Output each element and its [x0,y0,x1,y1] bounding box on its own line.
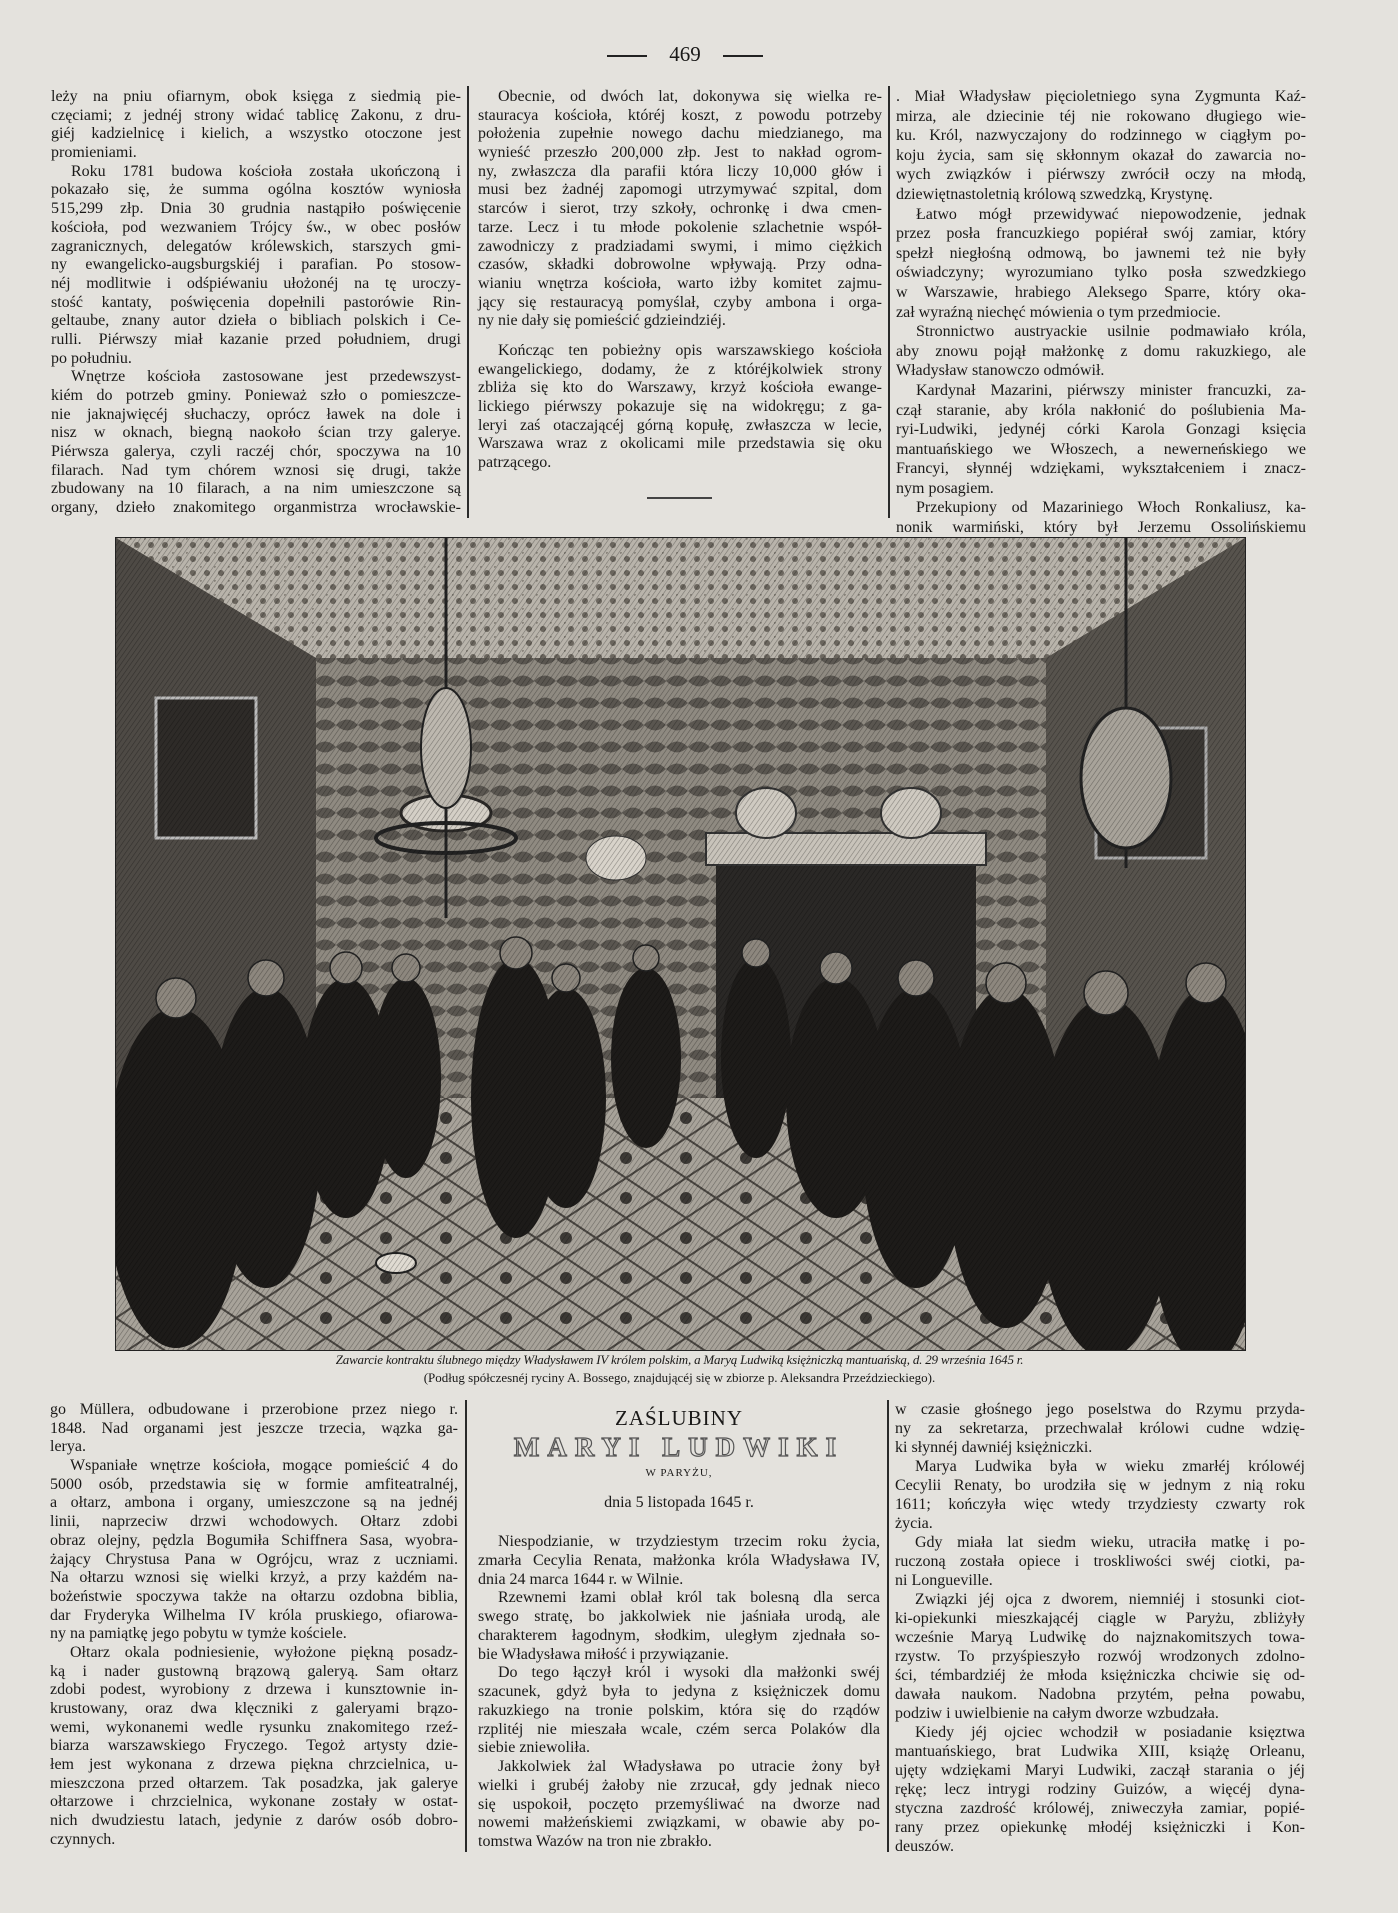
text-line: 5000 osób, przedstawia się w formie amfiteatralnéj, [50,1475,458,1493]
text-line: Gdy miała lat siedm wieku, utraciła matkę i po- [915,1534,1305,1551]
text-line: biarza warszawskiego Fryczego. Tegoż artysty dzie- [50,1737,458,1755]
text-line: ujęty wdziękami Maryi Ludwiki, zaczął starania o jéj [895,1762,1305,1779]
text-line: leryi zaś otaczającéj górną kopułę, zwłaszcza w lecie, [478,416,882,434]
text-line: czynnych. [50,1830,116,1848]
paragraph [50,1644,458,1850]
paragraph [895,1457,1305,1533]
text-line: spełzł niegłośną odmową, bo jawnemi też nie były [896,244,1306,262]
text-line: rany przez opiekunkę młodéj księżniczki i Kon- [895,1819,1305,1836]
text-line: nowemi małżeńskiemi związkami, w obawie aby po- [478,1814,880,1832]
text-line: Do tego łączył król i wysoki dla małżonki swéj [498,1664,880,1682]
text-line: filarach. Nad tym chórem wznosi się drugi, także [51,461,461,479]
page-number-dash-left [607,55,647,57]
text-line: nym posagiem. [896,479,994,497]
text-line: ki słynnéj dawniéj księżniczki. [895,1439,1093,1456]
text-line: Kończąc ten pobieżny opis warszawskiego kościoła [498,341,882,359]
top-column-2 [478,88,882,473]
text-line: 1848. Nad organami jest jeszcze trzecia, wązka ga- [50,1419,458,1437]
text-line: nie jaknajwięcéj słuchaczy, oprócz ławek na dole i [51,405,461,423]
text-line: w Warszawie, hrabiego Aleksego Sparre, który oka- [896,283,1306,301]
text-line: starców i sierot, trzy szkoły, ochronkę i dwa cmen- [478,200,882,218]
illustration-source-note: (Podług spółczesnéj ryciny A. Bossego, znajdującéj się w zbiorze p. Aleksandra Przeździeckiego). [423,1370,936,1385]
text-line: zbliża się kto do Warszawy, krzyż kościoła ewange- [478,379,882,397]
text-line: kościoła, pod wezwaniem Trójcy św., w obec posłów [51,218,461,236]
text-line: Łatwo mógł przewidywać niepowodzenie, jednak [916,205,1306,223]
article-subtitle: MARYI LUDWIKI [513,1432,845,1462]
page-number-dash-right [723,55,763,57]
illustration-caption: Zawarcie kontraktu ślubnego między Władysławem IV królem polskim, a Maryą Ludwiką księżniczką mantuańską, d. 29 września 1645 r. [335,1352,1024,1367]
bottom-column-3 [895,1400,1305,1856]
text-line: dziewiętnastoletnią królową szwedzką, Krystynę. [896,185,1213,203]
text-line: dar Fryderyka Wilhelma IV króla pruskiego, ofiarowa- [50,1606,458,1624]
paragraph [478,88,882,331]
text-line: koju życia, sam się skłonnym okazał do zawarcia no- [896,146,1306,164]
paragraph [50,1401,458,1457]
text-line: Piérwsza galerya, czyli raczéj chór, spoczywa na 10 [51,443,461,461]
text-line: ewangelickiego, dodamy, że z któréjkolwiek strony [478,360,882,378]
text-line: rulli. Piérwszy miał kazanie przed południem, drugi [51,330,461,348]
article-place: W PARYŻU, [645,1467,713,1479]
text-line: ni Longueville. [895,1572,993,1589]
text-line: stauracya kościoła, któréj koszt, z powodu potrzeby [478,106,882,124]
article-title: ZAŚLUBINY [615,1406,743,1430]
text-line: czasów, składki dobrowolne wpływają. Przy odna- [478,256,882,274]
engraving-marriage-contract-scene [116,538,1245,1350]
text-line: Cecylii Renaty, bo urodziła się w jednym z nią roku [895,1477,1305,1494]
text-line: zbudowany na 10 filarach, a na nim umieszczone są [51,480,461,498]
column-rule [888,86,890,518]
text-line: ryi-Ludwiki, jedynéj córki Karola Gonzagi księcia [896,421,1306,439]
text-line: tomstwa Wazów na tron nie zbrakło. [478,1833,712,1850]
paragraph [478,1533,880,1589]
text-line: rzystw. To przyśpieszyło rozwój wrodzonych zdolno- [895,1648,1305,1665]
text-line: oświadczyny; wyrozumiano tylko posła szwedzkiego [896,264,1306,282]
engraving-illustration [115,537,1246,1351]
text-line: linii, naprzeciw drzwi wchodowych. Ołtarz zdobi [50,1513,458,1531]
text-line: néj modlitwie i odśpiéwaniu ułożonéj na tę uroczy- [51,274,461,292]
paragraph [895,1400,1305,1457]
text-line: patrzącego. [478,454,552,472]
bottom-column-1 [50,1401,458,1850]
text-line: żający Chrystusa Pana w Ogrójcu, wraz z uczniami. [50,1550,458,1568]
text-line: zdobi podest, wyrobiony z drzewa i kunsztownie in- [50,1681,458,1699]
paragraph [895,1533,1305,1590]
text-line: bie Władysława miłość i przywiązanie. [478,1645,729,1663]
text-line: Rzewnemi łzami oblał król tak bolesną dla serca [498,1589,880,1607]
text-line: swego stratę, bo jakkolwiek nie jaśniała urodą, ale [478,1608,880,1625]
text-line: Przekupiony od Mazariniego Włoch Ronkaliusz, ka- [916,499,1306,517]
text-line: Związki jéj ojca z dworem, niemniéj i stosunki ciot- [915,1591,1305,1608]
paragraph [896,205,1306,323]
text-line: Władysław stanowczo odmówił. [896,362,1105,380]
paragraph [51,163,461,369]
text-line: Marya Ludwika była w wieku zmarłéj królowéj [915,1458,1305,1475]
section-divider [647,497,712,499]
article-date: dnia 5 listopada 1645 r. [604,1494,754,1511]
text-line: . Miał Władysław pięcioletniego syna Zygmunta Kaź- [896,88,1306,105]
text-line: Stronnictwo austryackie usilnie podmawiało króla, [916,323,1306,341]
text-line: musi bez żadnéj zapomogi utrzymywać szpital, dom [478,181,882,199]
text-line: wielki i grubéj żałoby nie zrzucał, gdy jednak nieco [478,1776,880,1794]
text-line: dawała naukom. Nadobna przytém, pełna powabu, [895,1686,1305,1703]
text-line: łem jest wykonana z drzewa piękna chrzcielnica, u- [50,1756,458,1774]
text-line: ny nie dały się pomieścić gdzieindziéj. [478,312,726,330]
paragraph [895,1723,1305,1856]
paragraph [478,1758,880,1852]
paragraph [51,368,461,518]
text-line: Jakkolwiek żal Władysława po utracie żony był [498,1758,880,1775]
text-line: Wnętrze kościoła zastosowane jest przedewszyst- [71,368,461,386]
text-line: rakuzkiego na tronie polskim, która się do rządów [478,1701,880,1719]
text-line: siebie zniewoliła. [478,1739,590,1757]
text-line: Francyi, słynnéj wdziękami, wykształceniem i znacz- [896,460,1306,478]
text-line: mirza, ale dziecinie téj nie rokowano długiego wie- [896,107,1306,125]
text-line: ku. Król, nazwyczajony do rodzinnego w ciągłym po- [896,127,1306,145]
top-column-1 [51,88,461,518]
text-line: stość kantaty, poświęcenia dopełnili pastorówie Rin- [51,293,461,311]
text-line: nisz w oknach, biegną naokoło ścian trzy galerye. [51,424,461,442]
text-line: w czasie głośnego jego poselstwa do Rzymu przyda- [895,1401,1305,1418]
text-line: jący się restauracyą pomyślał, czyby ambona i orga- [478,293,882,311]
column-rule [465,1400,467,1852]
paragraph [478,1589,880,1664]
text-line: mantuańskiego, brat Ludwika XIII, książę Orleanu, [895,1743,1305,1760]
text-line: organy, dzieło znakomitego organmistrza wrocławskie- [51,499,461,517]
text-line: aby znowu pojął małżonkę z domu rakuzkiego, ale [896,342,1306,360]
text-line: mantuańskiego we Włoszech, a newerneńskiego we [896,440,1306,458]
text-line: promieniami. [51,144,137,162]
text-line: obraz olejny, pędzla Bogumiła Schiffnera Sasa, wyobra- [50,1531,458,1549]
text-line: Na ołtarzu wznosi się wielki krzyż, a przy każdém na- [50,1569,458,1587]
text-line: dnia 24 marca 1644 r. w Wilnie. [478,1570,684,1588]
paragraph [50,1457,458,1644]
text-line: położenia zupełnie nowego dachu miedzianego, ma [478,125,882,143]
text-line: ołtarzowe i chrzcielnica, wykonane zostały w ostat- [50,1793,458,1811]
text-line: Niespodzianie, w trzydziestym trzecim roku życia, [498,1533,880,1550]
text-line: wemi, wykonanemi wedle rysunku znakomitego rzeź- [50,1718,458,1736]
text-line: Wspaniałe wnętrze kościoła, mogące pomieścić 4 do [70,1457,458,1475]
text-line: ki-opiekunki mieszkającéj ciągle w Paryżu, zbliżyły [895,1610,1305,1627]
text-line: nonik warmiński, który był Jerzemu Ossolińskiemu [896,519,1306,537]
text-line: nich dwudziestu latach, jedynie z darów osób dobro- [50,1812,458,1830]
bottom-column-2 [478,1533,880,1852]
top-column-3 [896,87,1306,538]
text-line: Roku 1781 budowa kościoła została ukończoną i [71,162,461,180]
text-line: leży na pniu ofiarnym, obok księga z siedmią pie- [51,88,461,105]
text-line: podziw i uwielbienie na całym dworze wzbudzała. [895,1705,1219,1722]
text-line: kiém do potrzeb gminy. Ponieważ szło o pomieszcze- [51,387,461,404]
text-line: rzplitéj nie mieszała wcale, czém serca Polaków dla [478,1720,880,1738]
text-line: styczna zazdrość królowéj, zniweczyła zamiar, popié- [895,1800,1305,1817]
text-line: pokazało się, że summa ogólna kosztów wyniosła [51,181,461,199]
text-line: szacunek, gdyż była to jedyna z księżniczek domu [478,1683,880,1700]
text-line: zmarła Cecylia Renata, małżonka króla Władysława IV, [478,1551,880,1569]
text-line: Kardynał Mazarini, piérwszy minister francuzki, za- [916,381,1306,399]
text-line: Warszawa wraz z okolicami mile przedstawia się oku [478,435,882,453]
text-line: Ołtarz okala podniesienie, wyłożone piękną posadz- [70,1643,458,1661]
paragraph [478,1664,880,1758]
text-line: ny na pamiątkę jego pobytu w tymże kościele. [50,1625,347,1643]
text-line: tarze. Lecz i tu młode pokolenie szlachetnie współ- [478,218,882,236]
text-line: zał wyraźną niechęć mówienia o tym przedmiocie. [896,303,1221,321]
paragraph [896,322,1306,381]
text-line: wcześnie Maryą Ludwikę do najznakomitszych towa- [895,1629,1305,1646]
text-line: ką i nader gustowną brązową galeryą. Sam ołtarz [50,1662,458,1680]
paragraph [896,498,1306,537]
text-line: krustowany, oraz dwa klęczniki z galeryami brązo- [50,1700,458,1717]
paragraph [51,88,461,163]
text-line: giéj kadzielnicę i kielich, a wszystko otoczone jest [51,125,461,143]
column-rule [887,1400,889,1852]
text-line: wianiu wnętrza kościoła, warto iżby komitet zajmu- [478,274,882,292]
text-line: 515,299 złp. Dnia 30 grudnia nastąpiło poświęcenie [51,200,461,218]
text-line: 1611; kończyła więc wtedy trzydziesty czwarty rok [895,1496,1305,1513]
column-rule [467,86,469,518]
text-line: ruczoną została opiece i troskliwości swéj ciotki, pa- [895,1553,1305,1570]
paragraph [895,1590,1305,1723]
text-line: ny ewangelicko-augsburgskiéj i parafian. Po stosow- [51,256,461,274]
text-line: po południu. [51,349,132,367]
text-line: wynieść przeszło 200,000 złp. Jest to nakład ogrom- [478,144,882,162]
text-line: lerya. [50,1438,86,1456]
text-line: charakterem łagodnym, słodkim, uległym zjednała so- [478,1626,880,1644]
text-line: czął staranie, aby króla nakłonić do poślubienia Ma- [896,401,1306,419]
text-line: ści, témbardziéj że młoda księżniczka chciwie się od- [895,1667,1305,1684]
text-line: bożeństwie spoczywa także na ołtarzu ozdobna biblia, [50,1587,458,1605]
paragraph [896,87,1306,205]
page-number-text: 469 [669,42,701,66]
paragraph [478,342,882,473]
text-line: ny, zwłaszcza dla parafii która liczy 10,000 głów i [478,162,882,180]
text-line: Kiedy jéj ojciec wchodził w posiadanie księztwa [915,1724,1305,1741]
text-line: zawodniczy z pradziadami swymi, i mimo ciężkich [478,237,882,255]
paragraph [896,381,1306,499]
text-line: przez posła francuzkiego popiérał swój zamiar, który [896,225,1306,243]
text-line: deuszów. [895,1838,954,1855]
page-number [580,42,790,67]
text-line: geltaube, znany autor dzieła o bibliach polskich i Ce- [51,312,461,330]
text-line: zagranicznych, delegatów królewskich, starszych gmi- [51,237,461,255]
text-line: Obecnie, od dwóch lat, dokonywa się wielka re- [498,88,882,105]
text-line: lickiego piérwszy pokazuje się na widokręgu; z ga- [478,398,882,415]
text-line: życia. [895,1515,933,1532]
text-line: rękę; lecz intrygi rodziny Guizów, a więcéj dyna- [895,1781,1305,1798]
text-line: częciami; z jednéj strony widać tablicę Zakonu, z dru- [51,106,461,124]
text-line: go Müllera, odbudowane i przerobione przez niego r. [50,1401,458,1418]
text-line: wych związków i piérwszy zwrócił oczy na młodą, [896,166,1306,184]
text-line: ny za sekretarza, przechwalał królowi cudne wdzię- [895,1420,1305,1437]
text-line: się uspokoił, poczęto przemyśliwać na dworze nad [478,1795,880,1813]
text-line: mieszczona przed ołtarzem. Tak posadzka, jak galerye [50,1774,458,1792]
text-line: a ołtarz, ambona i organy, umieszczone są na jednéj [50,1494,458,1512]
